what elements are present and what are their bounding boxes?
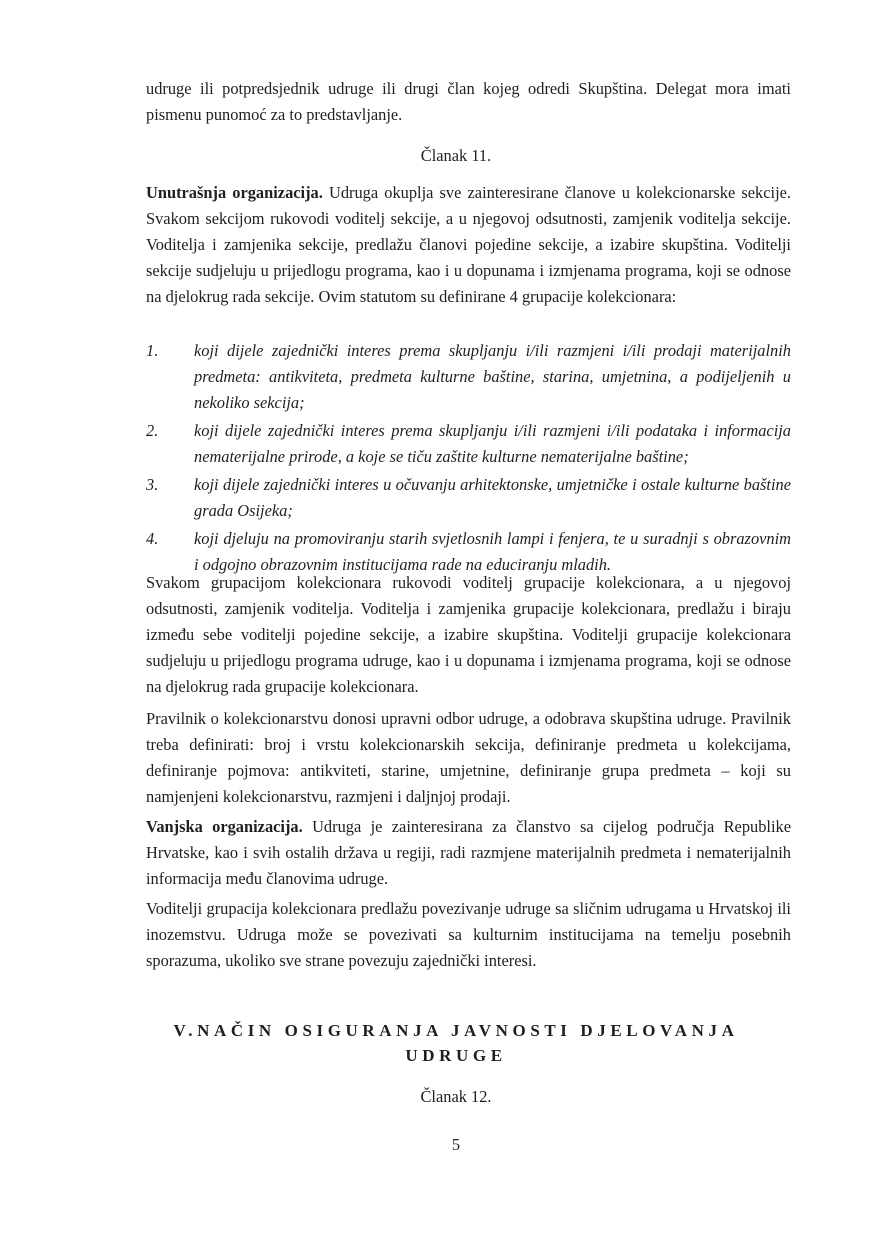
- list-item-number: 4.: [146, 529, 159, 548]
- internal-organization-paragraph: [146, 180, 791, 310]
- section-heading-line-1: V.NAČIN OSIGURANJA JAVNOSTI DJELOVANJA: [173, 1021, 739, 1040]
- list-item-number: 3.: [146, 475, 159, 494]
- links-paragraph: Voditelji grupacija kolekcionara predlažu povezivanje udruge sa sličnim udrugama u Hrvatskoj ili inozemstvu. Udruga može se povezivati sa kulturnim institucijama na temelju posebnih sporazuma, ukoliko sve strane povezuju zajednički interesi.: [146, 899, 791, 970]
- internal-organization-text: Udruga okuplja sve zainteresirane članove u kolekcionarske sekcije. Svakom sekcijom rukovodi voditelj sekcije, a u njegovoj odsutnosti, zamjenik voditelja sekcije. Voditelja i zamjenika sekcije, predlažu članovi pojedine sekcije, a izabire skupština. Voditelji sekcije sudjeluju u prijedlogu programa, kao i u dopunama i izmjenama programa, koji se odnose na djelokrug rada sekcije. Ovim statutom su definirane 4 grupacije kolekcionara:: [146, 183, 791, 306]
- article-12-heading: Članak 12.: [420, 1087, 492, 1106]
- collector-groups-list: [146, 338, 791, 580]
- section-heading-line-2: UDRUGE: [405, 1046, 507, 1065]
- rules-paragraph: Pravilnik o kolekcionarstvu donosi upravni odbor udruge, a odobrava skupština udruge. Pravilnik treba definirati: broj i vrstu kolekcionarskih sekcija, definiranje predmeta u kolekcijama, definiranje pojmova: antikviteti, starine, umjetnine, definiranje grupa predmeta – koji su namjenjeni kolekcionarstvu, razmjeni i daljnjoj prodaji.: [146, 709, 791, 806]
- external-organization-text: Udruga je zainteresirana za članstvo sa cijelog područja Republike Hrvatske, kao i svih ostalih država u regiji, radi razmjene materijalnih predmeta i nematerijalnih informacija među članovima udruge.: [146, 817, 792, 888]
- list-item-number: 2.: [146, 421, 159, 440]
- list-item-text: koji dijele zajednički interes u očuvanju arhitektonske, umjetničke i ostale kulturne baštine grada Osijeka;: [194, 475, 791, 520]
- page-number: 5: [451, 1135, 461, 1154]
- list-item-text: koji dijele zajednički interes prema skupljanju i/ili razmjeni i/ili prodaji materijalnih predmeta: antikviteta, predmeta kulturne baštine, starina, umjetnina, a podijeljenih u nekoliko sekcija;: [194, 341, 791, 412]
- list-item: [146, 338, 791, 416]
- external-organization-paragraph: [146, 814, 791, 892]
- list-item-text: koji dijele zajednički interes prema skupljanju i/ili razmjeni i/ili podataka i informacija nematerijalne prirode, a koje se tiču zaštite kulturne nematerijalne baštine;: [194, 421, 791, 466]
- top-paragraph: udruge ili potpredsjednik udruge ili drugi član kojeg odredi Skupština. Delegat mora imati pismenu punomoć za to predstavljanje.: [146, 79, 791, 124]
- list-item-text: koji djeluju na promoviranju starih svjetlosnih lampi i fenjera, te u suradnji s obrazovnim i odgojno obrazovnim institucijama rade na educiranju mladih.: [194, 529, 791, 574]
- internal-organization-lead: Unutrašnja organizacija.: [146, 183, 323, 202]
- article-11-heading: Članak 11.: [420, 146, 492, 165]
- groups-paragraph: Svakom grupacijom kolekcionara rukovodi voditelj grupacije kolekcionara, a u njegovoj odsutnosti, zamjenik voditelja. Voditelja i zamjenika grupacije kolekcionara, predlažu i biraju između sebe voditelji pojedine sekcije, a izabire skupština. Voditelji grupacije kolekcionara sudjeluju u prijedlogu programa udruge, kao i u dopunama i izmjenama programa, koji se odnose na djelokrug rada grupacije kolekcionara.: [146, 573, 791, 696]
- list-item: [146, 472, 791, 524]
- list-item: [146, 418, 791, 470]
- list-item-number: 1.: [146, 341, 159, 360]
- external-organization-lead: Vanjska organizacija.: [146, 817, 303, 836]
